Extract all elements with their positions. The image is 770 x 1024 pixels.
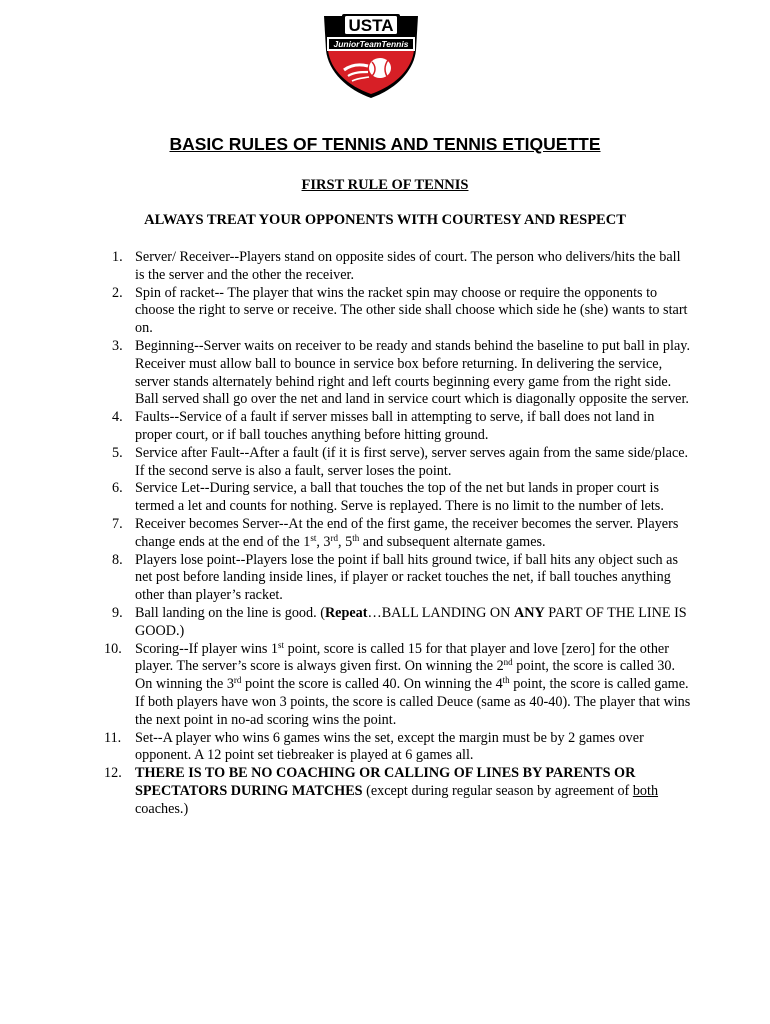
rule-text: Receiver becomes Server--At the end of the first game, the receiver becomes the server. Players change ends at the end of the 1st, 3rd, 5th and subsequent alternate games. [135,515,679,550]
rule-text: THERE IS TO BE NO COACHING OR CALLING OF LINES BY PARENTS OR SPECTATORS DURING MATCHES (except during regular season by agreement of both coaches.) [135,765,659,817]
rule-number: 8. [112,551,123,568]
rule-number: 7. [112,515,123,532]
rule-number: 6. [112,480,123,497]
rule-item-4 [112,409,692,445]
logo-program-text: JuniorTeamTennis [333,39,409,49]
rule-number: 12. [104,765,122,782]
rule-number: 3. [112,337,123,354]
rule-text: Beginning--Server waits on receiver to be ready and stands behind the baseline to put ball in play. Receiver must allow ball to bounce in service box before returning. In delivering the service, server stands alternately behind right and left courts beginning every game from the right side. Ball served shall go over the net and land in service court which is diagonally opposite the server. [135,337,690,408]
rule-item-8 [112,552,692,605]
rule-item-2 [112,285,692,338]
document-title: BASIC RULES OF TENNIS AND TENNIS ETIQUETTE [169,134,601,154]
rule-item-7 [112,516,692,552]
courtesy-motto: ALWAYS TREAT YOUR OPPONENTS WITH COURTESY AND RESPECT [144,212,626,228]
rule-number: 1. [112,249,123,265]
rule-text: Faults--Service of a fault if server misses ball in attempting to serve, if ball does not land in proper court, or if ball touches anything before hitting ground. [135,409,655,443]
rules-list [104,249,692,819]
rule-item-6 [112,480,692,516]
rule-number: 5. [112,444,123,461]
rule-number: 11. [104,729,122,746]
rule-text: Service Let--During service, a ball that touches the top of the net but lands in proper court is termed a let and counts for nothing. Serve is replayed. There is no limit to the number of lets. [135,480,664,515]
rule-item-9 [112,605,692,641]
rule-item-1 [112,249,692,285]
rule-number: 2. [112,284,123,301]
rule-text: Spin of racket-- The player that wins the racket spin may choose or require the opponents to choose the right to serve or receive. The other side shall choose which side he (she) wants to start on. [135,284,688,337]
rule-number: 9. [112,604,123,621]
rule-item-5 [112,445,692,481]
section-subtitle: FIRST RULE OF TENNIS [301,177,469,193]
rule-item-11 [104,729,692,766]
logo-brand-text: USTA [348,16,394,35]
rule-text: Server/ Receiver--Players stand on opposite sides of court. The person who delivers/hits the ball is the server and the other the receiver. [135,249,681,283]
rule-text: Players lose point--Players lose the point if ball hits ground twice, if ball hits any object such as net post before landing inside lines, if player or racket touches the net, if ball touches anything other than player’s racket. [135,551,678,604]
rule-item-3 [112,338,692,409]
rule-number: 4. [112,409,123,426]
rule-text: Ball landing on the line is good. (Repeat…BALL LANDING ON ANY PART OF THE LINE IS GOOD.) [135,604,687,639]
rule-item-10 [104,639,692,730]
rule-text: Set--A player who wins 6 games wins the set, except the margin must be by 2 games over opponent. A 12 point set tiebreaker is played at 6 games all. [135,729,644,764]
usta-junior-team-tennis-logo [318,10,424,102]
rule-text: Service after Fault--After a fault (if it is first serve), server serves again from the same side/place. If the second serve is also a fault, server loses the point. [135,444,689,479]
rule-text: Scoring--If player wins 1st point, score is called 15 for that player and love [zero] for the other player. The server’s score is always given first. On winning the 2nd point, the score is called 30. On winning the 3rd point the score is called 40. On winning the 4th point, the score is called game. If both players have won 3 points, the score is called Deuce (same as 40-40). The player that wins the next point in no-ad scoring wins the point. [135,639,691,728]
rule-item-12 [104,765,692,818]
rule-number: 10. [104,640,122,657]
